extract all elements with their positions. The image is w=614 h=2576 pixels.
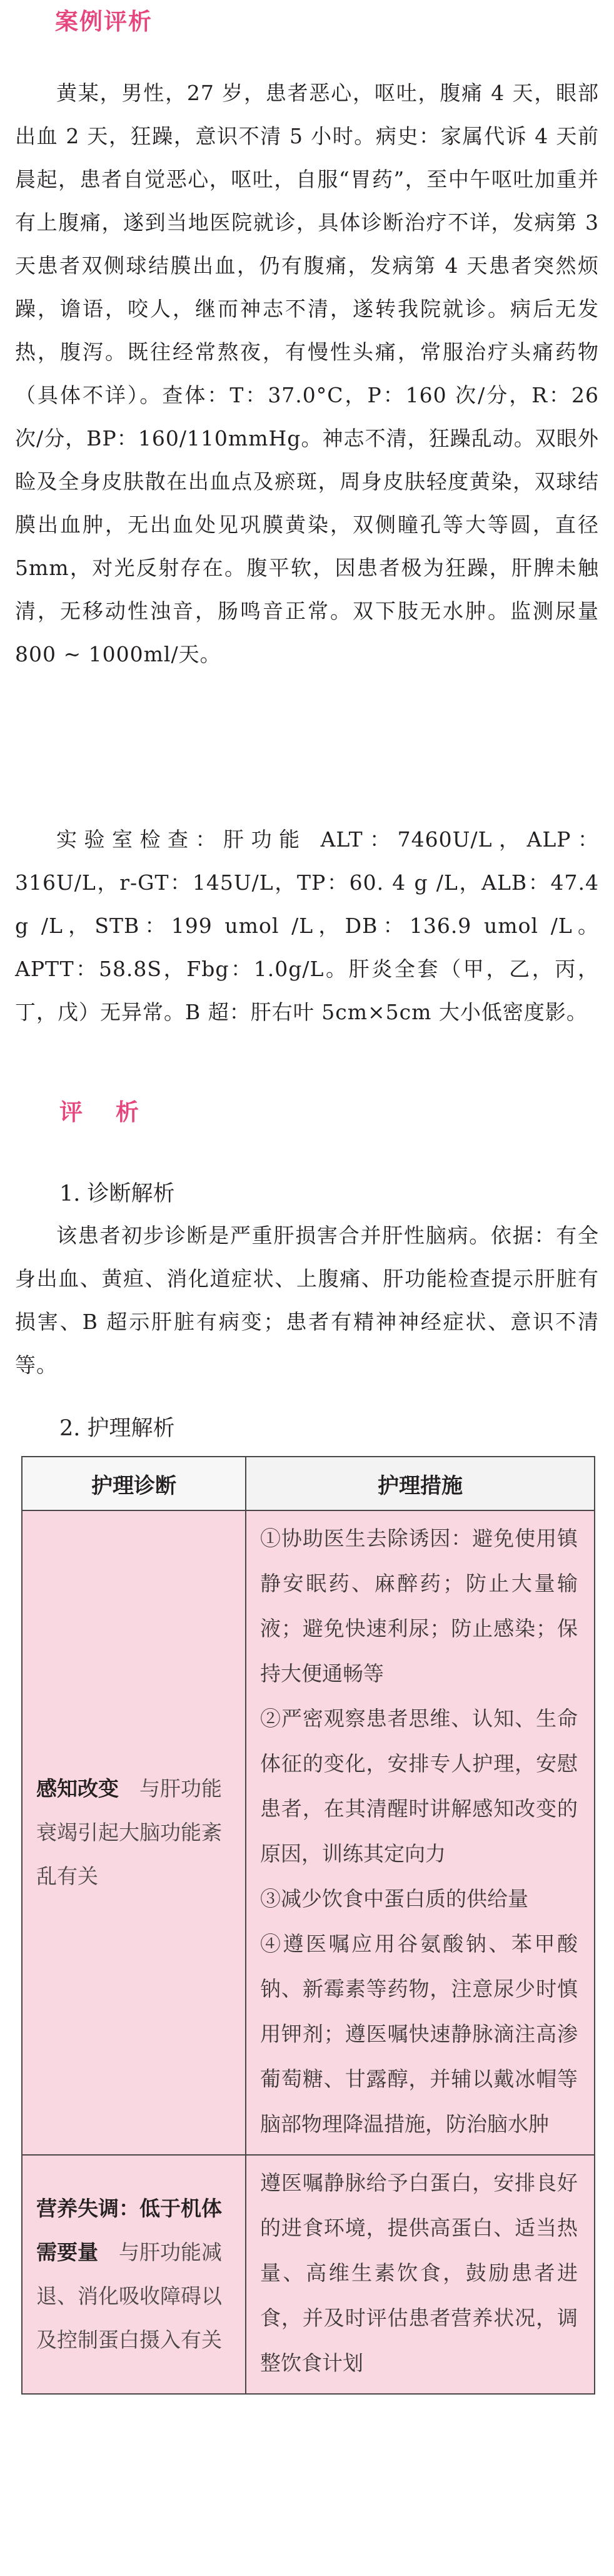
diagnosis-heading: 1. 诊断解析 <box>59 1181 175 1206</box>
nursing-table <box>21 1456 595 2395</box>
measure-item: ②严密观察患者思维、认知、生命体征的变化，安排专人护理，安慰患者，在其清醒时讲解感知改变的原因，训练其定向力 <box>260 1706 578 1866</box>
nursing-heading: 2. 护理解析 <box>59 1416 175 1441</box>
lab-results-paragraph: 实验室检查：肝功能 ALT：7460U/L，ALP：316U/L，r-GT：145U/L，TP：60. 4 g /L，ALB：47.4 g /L，STB：199 umol /L，DB：136.9 umol /L。 APTT：58.8S，Fbg：1.0g/L。肝炎全套（甲，乙，丙，丁，戊）无异常。B 超：肝右叶 5cm×5cm 大小低密度影。 <box>15 827 599 1024</box>
analysis-title: 评 析 <box>59 1099 151 1126</box>
measure-item: ①协助医生去除诱因：避免使用镇静安眠药、麻醉药；防止大量输液；避免快速利尿；防止感染；保持大便通畅等 <box>260 1526 578 1686</box>
measures-cell <box>246 2155 595 2394</box>
measures-cell <box>246 1510 595 2155</box>
table-header-row <box>22 1457 595 1510</box>
case-section-title: 案例评析 <box>55 8 153 35</box>
diagnosis-reason: 与肝功能衰竭引起大脑功能紊乱有关 <box>36 1776 222 1888</box>
measure-item: 遵医嘱静脉给予白蛋白，安排良好的进食环境，提供高蛋白、适当热量、高维生素饮食，鼓励患者进食，并及时评估患者营养状况，调整饮食计划 <box>260 2171 578 2375</box>
diagnosis-paragraph: 该患者初步诊断是严重肝损害合并肝性脑病。依据：有全身出血、黄疸、消化道症状、上腹痛、肝功能检查提示肝脏有损害、B 超示肝脏有病变；患者有精神神经症状、意识不清等。 <box>15 1223 599 1377</box>
header-diagnosis: 护理诊断 <box>22 1457 246 1510</box>
table-row <box>22 2155 595 2394</box>
case-history-paragraph: 黄某，男性，27 岁，患者恶心，呕吐，腹痛 4 天，眼部出血 2 天，狂躁，意识不清 5 小时。病史：家属代诉 4 天前晨起，患者自觉恶心，呕吐，自服“胃药”，至中午呕吐加重并有上腹痛，遂到当地医院就诊，具体诊断治疗不详，发病第 3 天患者双侧球结膜出血，仍有腹痛，发病第 4 天患者突然烦躁，谵语，咬人，继而神志不清，遂转我院就诊。病后无发热，腹泻。既往经常熬夜，有慢性头痛，常服治疗头痛药物（具体不详）。查体：T：37.0°C，P：160 次/分，R：26 次/分，BP：160/110mmHg。神志不清，狂躁乱动。双眼外睑及全身皮肤散在出血点及瘀斑，周身皮肤轻度黄染，双球结膜出血肿，无出血处见巩膜黄染，双侧瞳孔等大等圆，直径 5mm，对光反射存在。腹平软，因患者极为狂躁，肝脾未触清，无移动性浊音，肠鸣音正常。双下肢无水肿。监测尿量 800 ~ 1000ml/天。 <box>15 81 599 666</box>
table-row <box>22 1510 595 2155</box>
measure-item: ③减少饮食中蛋白质的供给量 <box>260 1886 528 1911</box>
diagnosis-cell <box>22 1510 246 2155</box>
diagnosis-reason: 与肝功能减退、消化吸收障碍以及控制蛋白摄入有关 <box>36 2240 222 2352</box>
diagnosis-name: 营养失调：低于机体需要量 <box>36 2196 222 2264</box>
diagnosis-cell <box>22 2155 246 2394</box>
measure-item: ④遵医嘱应用谷氨酸钠、苯甲酸钠、新霉素等药物，注意尿少时慎用钾剂；遵医嘱快速静脉滴注高渗葡萄糖、甘露醇，并辅以戴冰帽等脑部物理降温措施，防治脑水肿 <box>260 1932 578 2136</box>
diagnosis-name: 感知改变 <box>36 1776 119 1801</box>
header-measures: 护理措施 <box>246 1457 595 1510</box>
